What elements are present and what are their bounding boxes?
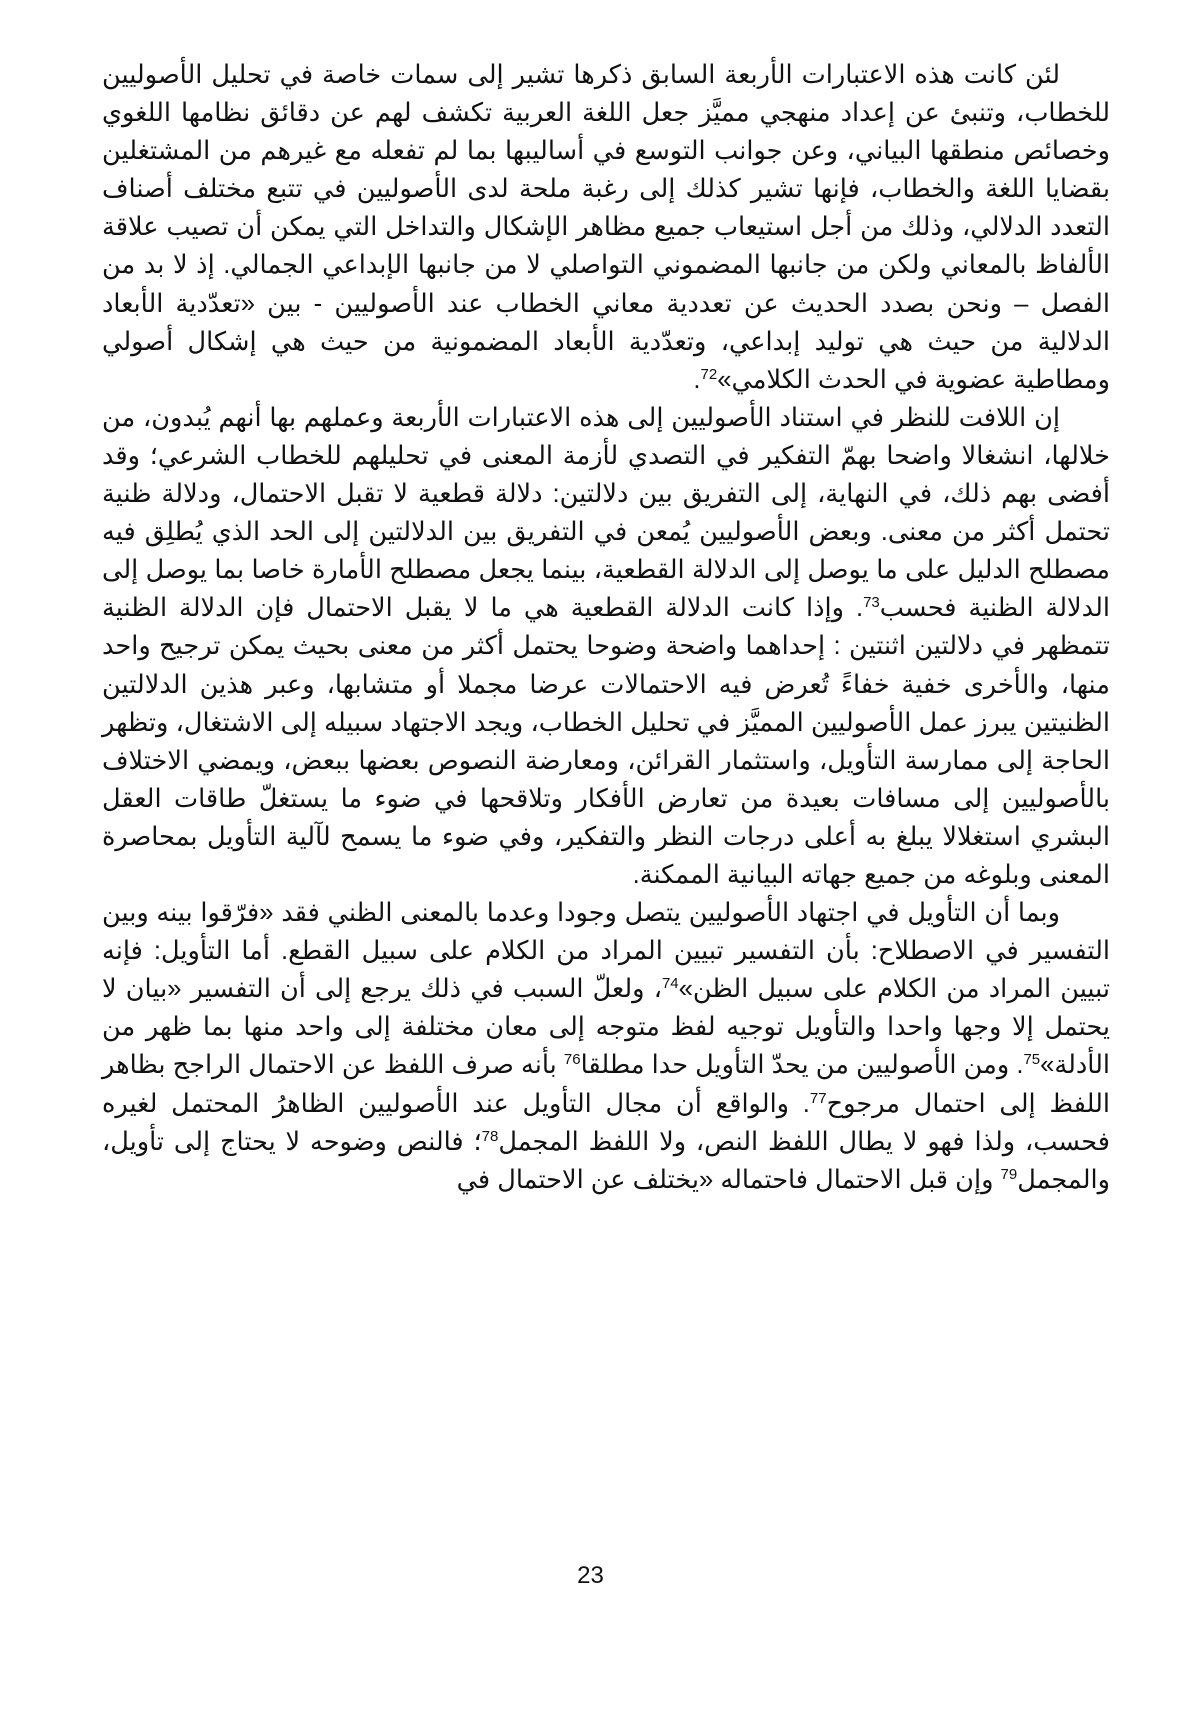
footnote-ref: 77 <box>809 1089 827 1107</box>
footnote-ref: 75 <box>1023 1051 1041 1069</box>
text-segment: إن اللافت للنظر في استناد الأصوليين إلى هذه الاعتبارات الأربعة وعملهم بها أنهم يُبدون، من خلالها، انشغالا واضحا بهمّ التفكير في التصدي لأزمة المعنى في تحليلهم للخطاب الشرعي؛ وقد أفضى بهم ذلك، في النهاية، إلى التفريق بين دلالتين: دلالة قطعية لا تقبل الاحتمال، ودلالة ظنية تحتمل أكثر من معنى. وبعض الأصوليين يُمعن في التفريق بين الدلالتين إلى الحد الذي يُطلِق فيه مصطلح الدليل على ما يوصل إلى الدلالة القطعية، بينما يجعل مصطلح الأمارة خاصا بما يوصل إلى الدلالة الظنية فحسب <box>102 403 1110 623</box>
text-segment: . <box>693 365 701 394</box>
text-segment: . والواقع أن مجال التأويل عند الأصوليين الظاهرُ المحتمل لغيره فحسب، ولذا فهو لا يطال اللفظ النص، ولا اللفظ المجمل <box>102 1089 1110 1156</box>
text-segment: ، ولعلّ السبب في ذلك يرجع إلى أن التفسير «بيان لا يحتمل إلا وجها واحدا والتأويل توجيه لفظ متوجه إلى معان مختلفة إلى واحد منها بما ظهر من الأدلة» <box>102 975 1110 1080</box>
text-segment: . وإذا كانت الدلالة القطعية هي ما لا يقبل الاحتمال فإن الدلالة الظنية تتمظهر في دلالتين اثنتين : إحداهما واضحة وضوحا يحتمل أكثر من معنى بحيث يمكن ترجيح واحد منها، والأخرى خفية خفاءً تُعرض فيه الاحتمالات عرضا مجملا أو متشابها، وعبر هذين الدلالتين الظنيتين يبرز عمل الأصوليين المميَّز في تحليل الخطاب، ويجد الاجتهاد سبيله إلى الاشتغال، وتظهر الحاجة إلى ممارسة التأويل، واستثمار القرائن، ومعارضة النصوص بعضها ببعض، ويمضي الاختلاف بالأصوليين إلى مسافات بعيدة من تعارض الأفكار وتلاقحها في ضوء ما يستغلّ طاقات العقل البشري استغلالا يبلغ به أعلى درجات النظر والتفكير، وفي ضوء ما يسمح لآلية التأويل بمحاصرة المعنى وبلوغه من جميع جهاته البيانية الممكنة. <box>102 594 1110 889</box>
text-segment: بأنه صرف اللفظ عن الاحتمال الراجح بظاهر اللفظ إلى احتمال مرجوح <box>102 1051 1110 1118</box>
text-segment: لئن كانت هذه الاعتبارات الأربعة السابق ذكرها تشير إلى سمات خاصة في تحليل الأصوليين للخطاب، وتنبئ عن إعداد منهجي مميَّز جعل اللغة العربية تكشف لهم عن دقائق نظامها اللغوي وخصائص منطقها البياني، وعن جوانب التوسع في أساليبها بما لم تفعله مع غيرهم من المشتغلين بقضايا اللغة والخطاب، فإنها تشير كذلك إلى رغبة ملحة لدى الأصوليين في تتبع مختلف أصناف التعدد الدلالي، وذلك من أجل استيعاب جميع مظاهر الإشكال والتداخل التي يمكن أن تصيب علاقة الألفاظ بالمعاني ولكن من جانبها المضموني التواصلي لا من جانبها الإبداعي الجمالي. إذ لا بد من الفصل – ونحن بصدد الحديث عن تعددية معاني الخطاب عند الأصوليين - بين «تعدّدية الأبعاد الدلالية من حيث هي توليد إبداعي، وتعدّدية الأبعاد المضمونية من حيث هي إشكال أصولي ومطاطية عضوية في الحدث الكلامي» <box>102 61 1110 394</box>
footnote-ref: 79 <box>1000 1165 1018 1183</box>
text-segment: وإن قبل الاحتمال فاحتماله «يختلف عن الاحتمال في <box>456 1165 1001 1194</box>
footnote-ref: 73 <box>863 594 880 612</box>
paragraph <box>102 894 1110 1199</box>
footnote-ref: 74 <box>661 975 679 993</box>
text-segment: وبما أن التأويل في اجتهاد الأصوليين يتصل وجودا وعدما بالمعنى الظني فقد «فرّقوا بينه وبين التفسير في الاصطلاح: بأن التفسير تبيين المراد من الكلام على سبيل القطع. أما التأويل: فإنه تبيين المراد من الكلام على سبيل الظن» <box>102 899 1110 1004</box>
footnote-ref: 72 <box>700 365 718 383</box>
text-segment: . ومن الأصوليين من يحدّ التأويل حدا مطلقا <box>580 1051 1024 1080</box>
page-body <box>102 56 1110 1199</box>
page-number: 23 <box>577 1562 604 1589</box>
text-segment: ؛ فالنص وضوحه لا يحتاج إلى تأويل، والمجمل <box>102 1127 1110 1194</box>
footnote-ref: 78 <box>481 1127 499 1145</box>
paragraph <box>102 56 1110 399</box>
paragraph <box>102 399 1110 894</box>
footnote-ref: 76 <box>563 1051 581 1069</box>
